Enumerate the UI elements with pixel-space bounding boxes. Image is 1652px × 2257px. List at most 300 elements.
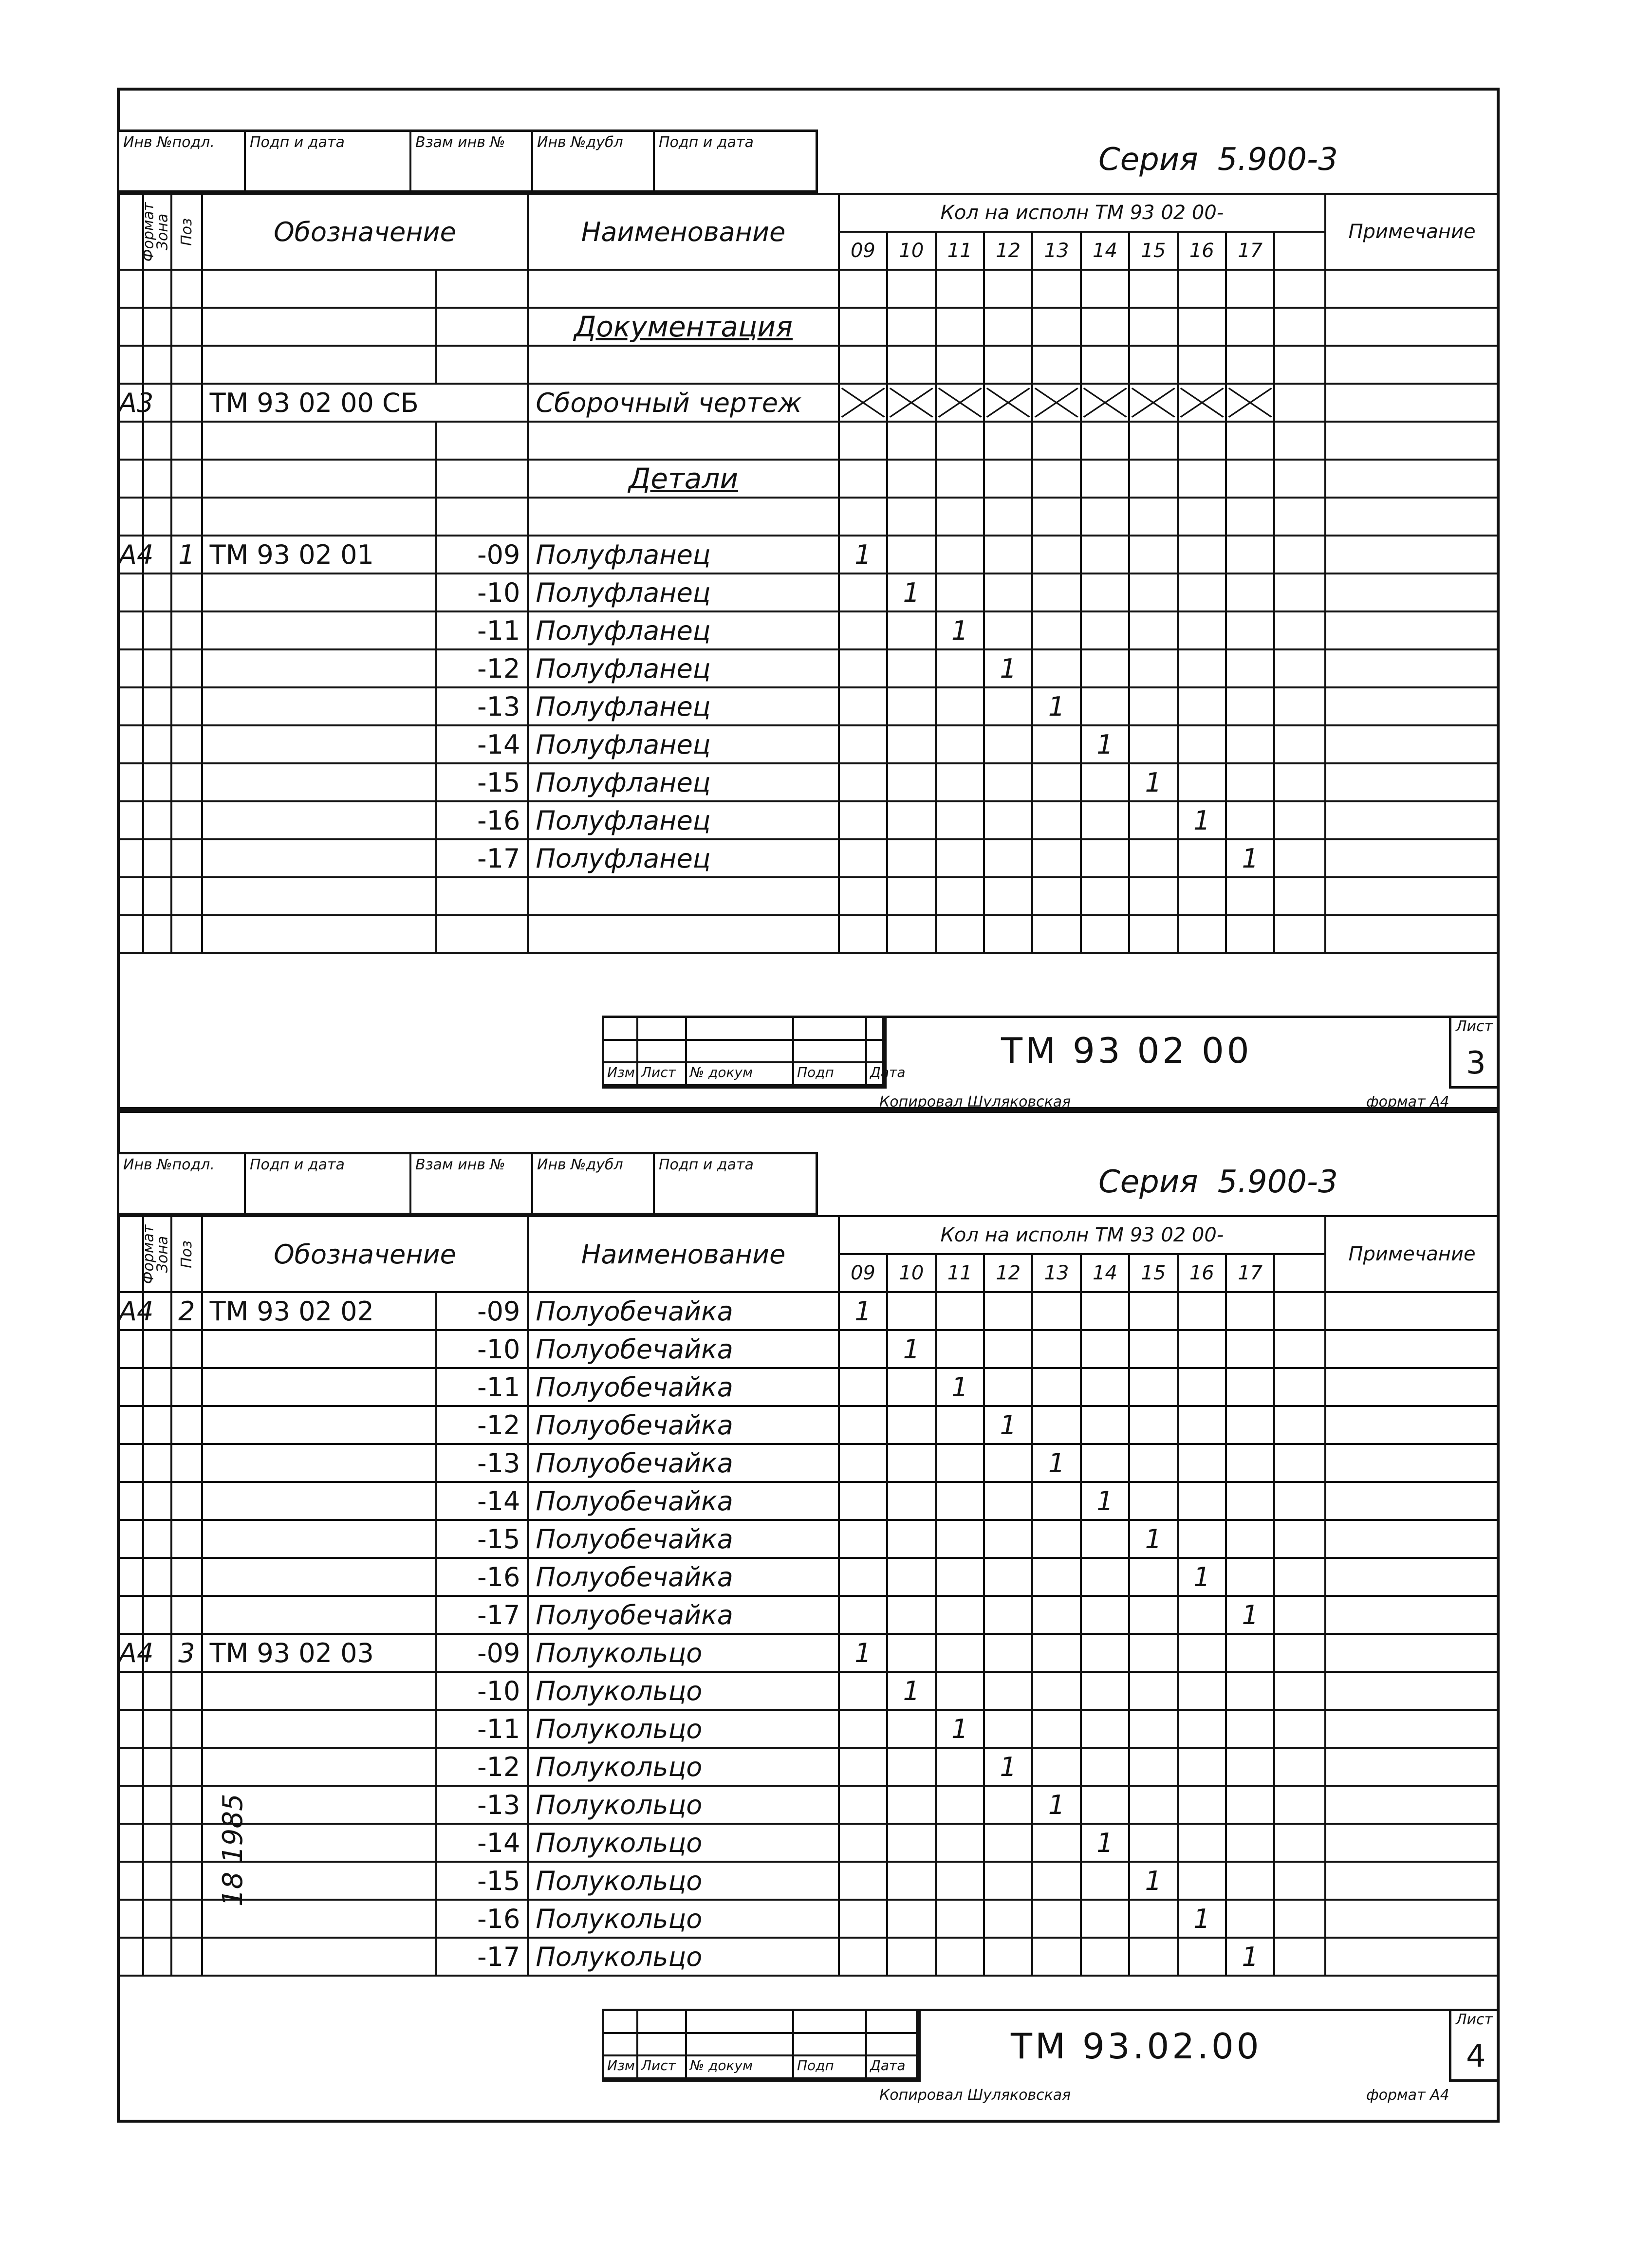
qty-cell [1129,270,1177,308]
pos-cell [171,1558,202,1596]
qty-cell [1178,498,1226,536]
qty-cell [936,1634,984,1672]
qty-cell-cross [839,384,887,422]
qty-cell: 1 [936,611,984,649]
stamp-cell: Подп и дата [659,134,754,151]
qty-cell [936,1862,984,1900]
empty-cell [202,346,436,384]
qty-cell [1178,308,1226,346]
qty-cell [1129,1900,1177,1938]
qty-cell [887,1824,935,1862]
qty-cell [1226,801,1274,839]
qty-cell [984,1558,1032,1596]
designation-cell [202,1938,436,1976]
qty-cell [1274,536,1325,574]
qty-cell [887,1748,935,1786]
qty-cell [887,1862,935,1900]
format-cell: А3 [118,384,143,422]
qty-cell [1178,1672,1226,1710]
qty-cell [1129,536,1177,574]
qty-cell: 1 [887,574,935,611]
qty-cell [1129,877,1177,915]
variant-suffix-cell: -10 [436,1330,528,1368]
qty-cell [1129,422,1177,460]
variant-header: 09 [839,1254,887,1292]
qty-cell [1274,877,1325,915]
name-cell: Полуфланец [528,839,838,877]
qty-cell [1226,422,1274,460]
qty-cell [1178,915,1226,953]
qty-cell [936,422,984,460]
qty-cell [1081,270,1129,308]
variant-header: 14 [1081,1254,1129,1292]
qty-cell [1226,649,1274,687]
designation-cell [202,687,436,725]
empty-cell [118,915,143,953]
qty-cell [1129,1330,1177,1368]
table-row [118,1862,1499,1900]
qty-cell [1032,346,1080,384]
qty-cell [1032,1634,1080,1672]
qty-cell [1178,574,1226,611]
cross-mark [937,385,983,421]
qty-cell [1178,687,1226,725]
qty-cell: 1 [1178,1558,1226,1596]
qty-cell [1226,460,1274,498]
qty-cell [1178,1520,1226,1558]
qty-cell [984,839,1032,877]
table-row [118,1444,1499,1482]
qty-cell [1178,1748,1226,1786]
qty-cell [839,1786,887,1824]
qty-cell: 1 [1178,1900,1226,1938]
zone-cell [143,1482,171,1520]
qty-cell [936,1938,984,1976]
qty-cell [1274,1862,1325,1900]
variant-header-blank [1274,1254,1325,1292]
qty-cell [1129,1634,1177,1672]
format-header: Формат [118,194,143,270]
qty-cell [887,1634,935,1672]
name-cell: Полуобечайка [528,1406,838,1444]
empty-cell [171,422,202,460]
format-cell [118,763,143,801]
empty-cell [528,877,838,915]
qty-cell [1178,460,1226,498]
format-cell [118,1558,143,1596]
empty-cell [143,270,171,308]
qty-cell [839,1900,887,1938]
qty-cell [1226,1482,1274,1520]
qty-cell [984,687,1032,725]
sheet-label: Лист [1455,1018,1493,1035]
qty-cell [1081,763,1129,801]
zone-cell [143,1520,171,1558]
zone-cell [143,1824,171,1862]
qty-cell [839,877,887,915]
sheet-3 [117,88,1500,1110]
qty-cell [1081,1330,1129,1368]
qty-cell: 1 [1178,801,1226,839]
qty-cell [1178,422,1226,460]
qty-cell [887,1900,935,1938]
note-cell [1325,1672,1499,1710]
cross-mark [1033,385,1079,421]
empty-cell [143,460,171,498]
qty-cell [1129,801,1177,839]
designation-cell: ТМ 93 02 03 [202,1634,436,1672]
qty-cell [1129,346,1177,384]
qty-cell [1032,498,1080,536]
designation-cell [202,1672,436,1710]
name-cell: Полукольцо [528,1900,838,1938]
qty-cell [1178,877,1226,915]
qty-cell [936,270,984,308]
qty-cell-cross [1081,384,1129,422]
name-cell: Полуобечайка [528,1520,838,1558]
qty-cell [1274,1824,1325,1862]
qty-cell [1226,1444,1274,1482]
note-cell [1325,422,1499,460]
pos-cell [171,801,202,839]
name-cell: Полуобечайка [528,1292,838,1330]
name-cell: Полукольцо [528,1748,838,1786]
qty-cell [984,611,1032,649]
qty-cell [887,1786,935,1824]
qty-cell [984,725,1032,763]
qty-cell [839,1406,887,1444]
empty-cell [436,308,528,346]
qty-cell: 1 [1226,1938,1274,1976]
format-cell [118,1748,143,1786]
qty-cell [1032,763,1080,801]
qty-cell: 1 [1129,1520,1177,1558]
qty-cell [1274,1672,1325,1710]
cross-mark [1082,385,1128,421]
qty-cell [1178,1368,1226,1406]
tb-col: Подп [794,2056,867,2079]
designation-cell [202,763,436,801]
variant-header: 13 [1032,232,1080,270]
qty-cell: 1 [1032,1444,1080,1482]
qty-cell [1274,611,1325,649]
qty-cell [1226,270,1274,308]
sheet-4 [117,1110,1500,2123]
qty-cell [839,1596,887,1634]
format-cell [118,1672,143,1710]
qty-cell [984,536,1032,574]
qty-cell [887,1444,935,1482]
qty-cell [1129,1292,1177,1330]
qty-caption: Кол на исполн ТМ 93 02 00- [839,1216,1325,1254]
format-cell: А4 [118,1634,143,1672]
empty-cell [171,498,202,536]
note-cell [1325,346,1499,384]
qty-cell [1274,725,1325,763]
cross-mark [888,385,934,421]
empty-cell [436,498,528,536]
qty-cell [936,687,984,725]
qty-cell [936,877,984,915]
section-documentation: Документация [528,308,838,346]
designation-cell [202,839,436,877]
qty-cell [1226,1862,1274,1900]
qty-cell [936,1786,984,1824]
qty-cell [1081,574,1129,611]
qty-cell [1226,877,1274,915]
pos-cell [171,1368,202,1406]
format-cell [118,687,143,725]
pos-cell: 2 [171,1292,202,1330]
table-row [118,1634,1499,1672]
cross-mark [1130,385,1176,421]
pos-cell [171,687,202,725]
qty-cell [887,1520,935,1558]
table-row [118,1482,1499,1520]
qty-cell [887,346,935,384]
format-cell [118,1444,143,1482]
qty-cell [1032,1596,1080,1634]
empty-cell [528,915,838,953]
qty-cell [1129,308,1177,346]
table-row [118,1330,1499,1368]
qty-cell [1129,1482,1177,1520]
note-cell [1325,498,1499,536]
qty-cell [1129,1444,1177,1482]
pos-cell [171,1786,202,1824]
stamp-cell: Взам инв № [411,1154,533,1213]
cross-mark [1227,385,1273,421]
zone-cell [143,839,171,877]
variant-suffix-cell: -09 [436,1292,528,1330]
zone-cell [143,725,171,763]
pos-cell [171,649,202,687]
cross-mark [1179,385,1225,421]
zone-cell [143,649,171,687]
qty-cell: 1 [984,1748,1032,1786]
qty-cell [984,1900,1032,1938]
variant-header: 16 [1178,1254,1226,1292]
qty-cell [1129,574,1177,611]
qty-cell [1178,725,1226,763]
qty-cell [1081,915,1129,953]
cross-mark [985,385,1031,421]
name-cell: Полукольцо [528,1938,838,1976]
table-row [118,1938,1499,1976]
qty-cell: 1 [1129,1862,1177,1900]
qty-cell: 1 [887,1330,935,1368]
series-label: Серия [1098,1164,1198,1200]
qty-cell-cross [1226,384,1274,422]
pos-cell [171,1520,202,1558]
qty-cell [984,1634,1032,1672]
name-cell: Полуфланец [528,725,838,763]
qty-cell [984,1938,1032,1976]
variant-header: 15 [1129,232,1177,270]
qty-cell [887,801,935,839]
document-number: ТМ 93.02.00 [1011,2026,1262,2067]
section-details: Детали [528,460,838,498]
name-header: Наименование [528,1216,838,1292]
qty-cell [1274,574,1325,611]
qty-cell [887,270,935,308]
note-cell [1325,1596,1499,1634]
qty-cell [984,346,1032,384]
variant-header: 09 [839,232,887,270]
variant-suffix-cell: -17 [436,1938,528,1976]
sheet-number-box [1449,1016,1500,1089]
qty-cell [984,574,1032,611]
empty-cell [118,270,143,308]
qty-cell [839,1520,887,1558]
empty-cell [436,422,528,460]
empty-cell [118,308,143,346]
designation-header: Обозначение [202,194,528,270]
qty-cell [887,839,935,877]
qty-cell: 1 [936,1368,984,1406]
name-cell: Полуобечайка [528,1444,838,1482]
qty-cell [1081,422,1129,460]
format-cell [118,1406,143,1444]
qty-cell [839,915,887,953]
zone-cell [143,1900,171,1938]
qty-cell [1226,725,1274,763]
empty-cell [436,877,528,915]
note-cell [1325,1558,1499,1596]
qty-cell [1274,1482,1325,1520]
qty-cell [1178,1710,1226,1748]
qty-cell [936,801,984,839]
qty-cell [1081,877,1129,915]
qty-cell [936,1672,984,1710]
qty-cell [887,611,935,649]
qty-cell [839,1368,887,1406]
format-cell: А4 [118,1292,143,1330]
note-cell [1325,1824,1499,1862]
qty-cell [839,725,887,763]
stamp-cell: Подп и дата [246,132,411,190]
qty-cell-cross [1032,384,1080,422]
tb-col: № докум [687,1063,794,1086]
qty-cell [1032,1862,1080,1900]
variant-suffix-cell: -16 [436,1900,528,1938]
qty-cell [1032,915,1080,953]
qty-cell [887,877,935,915]
variant-header: 17 [1226,232,1274,270]
qty-cell [984,1710,1032,1748]
designation-cell [202,725,436,763]
qty-cell [1032,308,1080,346]
pos-header: Поз [171,194,202,270]
table-row [118,1900,1499,1938]
qty-cell [887,1558,935,1596]
variant-header: 15 [1129,1254,1177,1292]
title-block-grid [602,1016,906,1089]
zone-cell [143,1444,171,1482]
qty-cell [839,1824,887,1862]
variant-header: 14 [1081,232,1129,270]
variant-header: 11 [936,232,984,270]
zone-cell [143,1558,171,1596]
qty-cell: 1 [1081,1824,1129,1862]
note-cell [1325,1938,1499,1976]
qty-cell [1178,1862,1226,1900]
qty-cell [839,1330,887,1368]
variant-suffix-cell: -13 [436,1786,528,1824]
qty-cell [1178,1292,1226,1330]
qty-cell: 1 [984,649,1032,687]
qty-cell [839,611,887,649]
table-row [118,384,1499,422]
qty-cell [1032,1368,1080,1406]
archive-stamp [117,1152,818,1215]
qty-cell [1081,649,1129,687]
qty-cell [1226,346,1274,384]
qty-cell [1274,1786,1325,1824]
stamp-cell: Подп и дата [659,1156,754,1173]
qty-caption: Кол на исполн ТМ 93 02 00- [839,194,1325,232]
qty-cell [936,763,984,801]
qty-cell [839,1938,887,1976]
pos-cell: 1 [171,536,202,574]
qty-cell [1032,1330,1080,1368]
zone-cell [143,1710,171,1748]
zone-cell [143,687,171,725]
qty-cell [936,308,984,346]
qty-cell [936,498,984,536]
qty-cell [1081,308,1129,346]
qty-cell [1032,1406,1080,1444]
qty-cell [1226,1824,1274,1862]
variant-suffix-cell: -11 [436,1710,528,1748]
qty-cell [887,915,935,953]
qty-cell [887,687,935,725]
qty-cell [1178,763,1226,801]
variant-suffix-cell: -13 [436,687,528,725]
qty-cell [936,346,984,384]
designation-cell: ТМ 93 02 02 [202,1292,436,1330]
qty-cell [1081,1444,1129,1482]
qty-cell [1274,1368,1325,1406]
qty-cell [1032,1292,1080,1330]
series-label: Серия [1098,142,1198,178]
qty-cell [1274,1634,1325,1672]
table-row [118,308,1499,346]
qty-cell [936,1406,984,1444]
stamp-cell: Инв №дубл [533,1154,655,1213]
empty-cell [143,346,171,384]
table-row [118,1824,1499,1862]
qty-cell [1274,687,1325,725]
name-cell: Полуобечайка [528,1558,838,1596]
empty-cell [118,346,143,384]
qty-cell [1081,1748,1129,1786]
zone-cell [143,1406,171,1444]
tb-col: Лист [638,2056,687,2079]
qty-cell [936,1748,984,1786]
variant-header: 12 [984,232,1032,270]
qty-cell [1226,1558,1274,1596]
variant-header: 10 [887,1254,935,1292]
qty-cell [1226,1368,1274,1406]
qty-cell [1081,1710,1129,1748]
name-cell: Полуфланец [528,801,838,839]
qty-cell [1178,1938,1226,1976]
qty-cell [1032,1900,1080,1938]
qty-cell [839,763,887,801]
qty-cell [1274,1900,1325,1938]
format-cell [118,801,143,839]
